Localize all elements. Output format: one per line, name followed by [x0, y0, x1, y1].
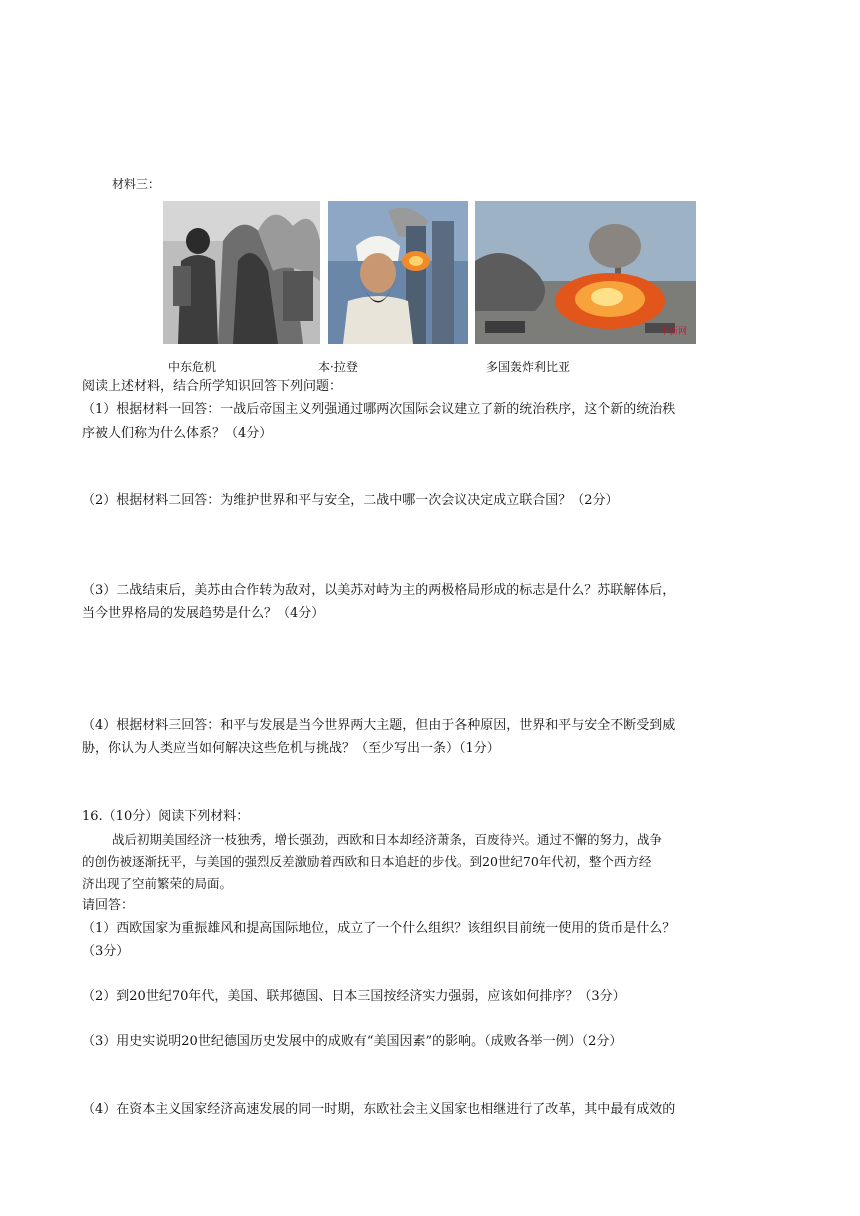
question-16-material-line-2: 的创伤被逐渐抚平，与美国的强烈反差激励着西欧和日本追赶的步伐。到20世纪70年代初，整个西方经: [82, 854, 652, 869]
watermark-text: 中新网: [659, 326, 687, 336]
question-2: （2）根据材料二回答：为维护世界和平与安全，二战中哪一次会议决定成立联合国？（2分）: [82, 493, 619, 508]
sub-question-4: （4）在资本主义国家经济高速发展的同一时期，东欧社会主义国家也相继进行了改革，其中最有成效的: [82, 1102, 676, 1117]
sub-question-1-line-2: （3分）: [82, 944, 130, 959]
caption-libya-bombing: 多国轰炸利比亚: [486, 360, 571, 374]
question-16-title: 16.（10分）阅读下列材料：: [82, 809, 250, 824]
question-4-line-2: 胁，你认为人类应当如何解决这些危机与挑战？（至少写出一条）（1分）: [82, 741, 500, 756]
middle-east-crisis-photo: [163, 201, 320, 344]
question-1-line-1: （1）根据材料一回答：一战后帝国主义列强通过哪两次国际会议建立了新的统治秩序，这个新的统治秩: [82, 402, 676, 417]
question-1-line-2: 序被人们称为什么体系？（4分）: [82, 426, 273, 441]
sub-question-2: （2）到20世纪70年代，美国、联邦德国、日本三国按经济实力强弱，应该如何排序？（3分）: [82, 989, 626, 1004]
question-16-material-line-3: 济出现了空前繁荣的局面。: [82, 876, 233, 891]
caption-middle-east-crisis: 中东危机: [168, 360, 217, 374]
question-3-line-1: （3）二战结束后，美苏由合作转为敌对，以美苏对峙为主的两极格局形成的标志是什么？苏联解体后，: [82, 583, 676, 598]
sub-question-1-line-1: （1）西欧国家为重振雄风和提高国际地位，成立了一个什么组织？该组织目前统一使用的货币是什么？: [82, 921, 676, 936]
intro-text: 阅读上述材料，结合所学知识回答下列问题：: [82, 379, 343, 394]
question-4-line-1: （4）根据材料三回答：和平与发展是当今世界两大主题，但由于各种原因，世界和平与安全不断受到威: [82, 718, 676, 733]
bin-laden-photo: [328, 201, 468, 344]
caption-bin-laden: 本·拉登: [318, 360, 358, 374]
question-16-material-line-1: 战后初期美国经济一枝独秀，增长强劲，西欧和日本却经济萧条，百废待兴。通过不懈的努力，战争: [112, 832, 663, 847]
libya-bombing-photo: [475, 201, 696, 344]
please-answer-label: 请回答：: [82, 898, 135, 913]
material-3-label: 材料三：: [112, 177, 161, 191]
question-3-line-2: 当今世界格局的发展趋势是什么？（4分）: [82, 606, 325, 621]
sub-question-3: （3）用史实说明20世纪德国历史发展中的成败有“美国因素”的影响。（成败各举一例）（2分）: [82, 1034, 623, 1049]
